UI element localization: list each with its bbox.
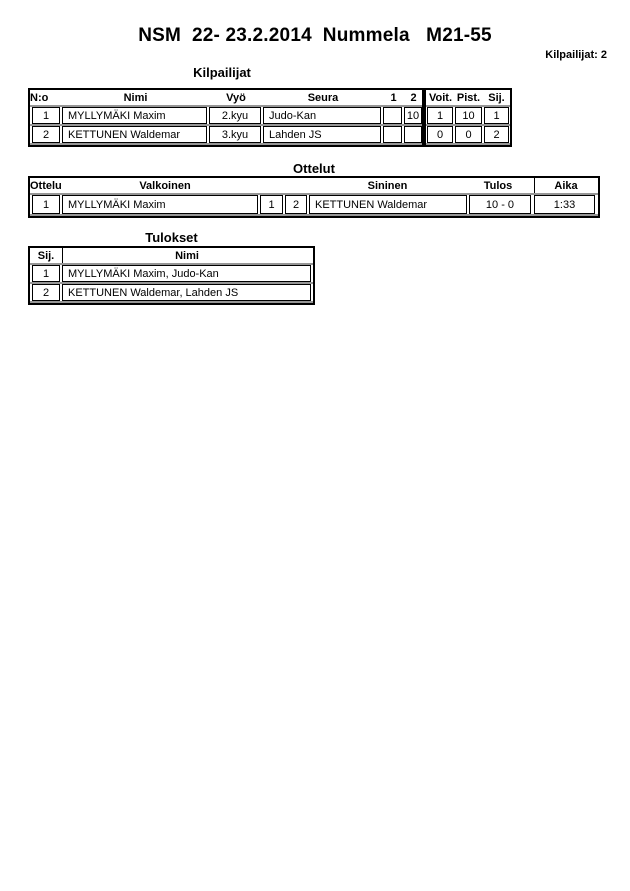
col-header-vyo: Vyö xyxy=(226,91,246,104)
points-count: 0 xyxy=(455,126,482,143)
ottelut-table xyxy=(28,176,600,218)
competitor-name: MYLLYMÄKI Maxim xyxy=(62,107,207,124)
tulokset-table xyxy=(28,246,315,305)
col-header-aika: Aika xyxy=(554,179,578,192)
result-name: MYLLYMÄKI Maxim, Judo-Kan xyxy=(62,265,311,282)
tulokset-row xyxy=(30,265,313,282)
blue-player-number: 2 xyxy=(285,195,307,214)
col-header-nimi: Nimi xyxy=(175,249,199,262)
col-header-2: 2 xyxy=(410,91,417,104)
competitors-count: Kilpailijat: 2 xyxy=(545,49,607,61)
competitor-belt: 3.kyu xyxy=(209,126,261,143)
col-header-sij: Sij. xyxy=(37,249,55,262)
result-placement: 2 xyxy=(32,284,60,301)
blue-player-name: KETTUNEN Waldemar xyxy=(309,195,467,214)
white-player-number: 1 xyxy=(260,195,283,214)
result-name: KETTUNEN Waldemar, Lahden JS xyxy=(62,284,311,301)
match-number: 1 xyxy=(32,195,60,214)
col-header-sininen: Sininen xyxy=(367,179,408,192)
match2-score: 10 xyxy=(404,107,422,124)
placement: 1 xyxy=(484,107,509,124)
match1-score xyxy=(383,126,402,143)
bottom-rule xyxy=(30,214,598,216)
page-title: NSM 22- 23.2.2014 Nummela M21-55 xyxy=(138,25,492,46)
ottelut-header-row xyxy=(30,178,598,193)
col-header-seura: Seura xyxy=(307,91,339,104)
competitor-number: 1 xyxy=(32,107,60,124)
col-header-sij: Sij. xyxy=(488,91,505,104)
competitor-belt: 2.kyu xyxy=(209,107,261,124)
kilpailijat-header-row xyxy=(30,90,510,105)
competitor-club: Judo-Kan xyxy=(263,107,381,124)
col-header-pist: Pist. xyxy=(456,91,481,104)
bottom-rule xyxy=(30,143,510,145)
wins-count: 0 xyxy=(427,126,453,143)
placement: 2 xyxy=(484,126,509,143)
match-result: 10 - 0 xyxy=(469,195,531,214)
col-header-nimi: Nimi xyxy=(123,91,148,104)
col-header-1: 1 xyxy=(390,91,397,104)
wins-count: 1 xyxy=(427,107,453,124)
kilpailijat-row xyxy=(30,107,510,124)
match-time: 1:33 xyxy=(534,195,595,214)
points-count: 10 xyxy=(455,107,482,124)
col-header-ottelu: Ottelu xyxy=(30,179,62,192)
col-header-tulos: Tulos xyxy=(483,179,513,192)
ottelut-row xyxy=(30,195,598,214)
winner-section-divider xyxy=(422,90,426,145)
tulokset-header-row xyxy=(30,248,313,263)
col-header-voit: Voit. xyxy=(428,91,452,104)
kilpailijat-row xyxy=(30,126,510,143)
section-heading-ottelut: Ottelut xyxy=(293,161,335,176)
result-placement: 1 xyxy=(32,265,60,282)
section-heading-tulokset: Tulokset xyxy=(145,230,198,245)
match1-score xyxy=(383,107,402,124)
section-heading-kilpailijat: Kilpailijat xyxy=(193,65,251,80)
tulokset-row xyxy=(30,284,313,301)
competitor-number: 2 xyxy=(32,126,60,143)
competitor-name: KETTUNEN Waldemar xyxy=(62,126,207,143)
bottom-rule xyxy=(30,301,313,303)
kilpailijat-table xyxy=(28,88,512,147)
competitor-club: Lahden JS xyxy=(263,126,381,143)
col-header-valkoinen: Valkoinen xyxy=(139,179,191,192)
col-header-no: N:o xyxy=(30,91,49,104)
match2-score xyxy=(404,126,422,143)
white-player-name: MYLLYMÄKI Maxim xyxy=(62,195,258,214)
